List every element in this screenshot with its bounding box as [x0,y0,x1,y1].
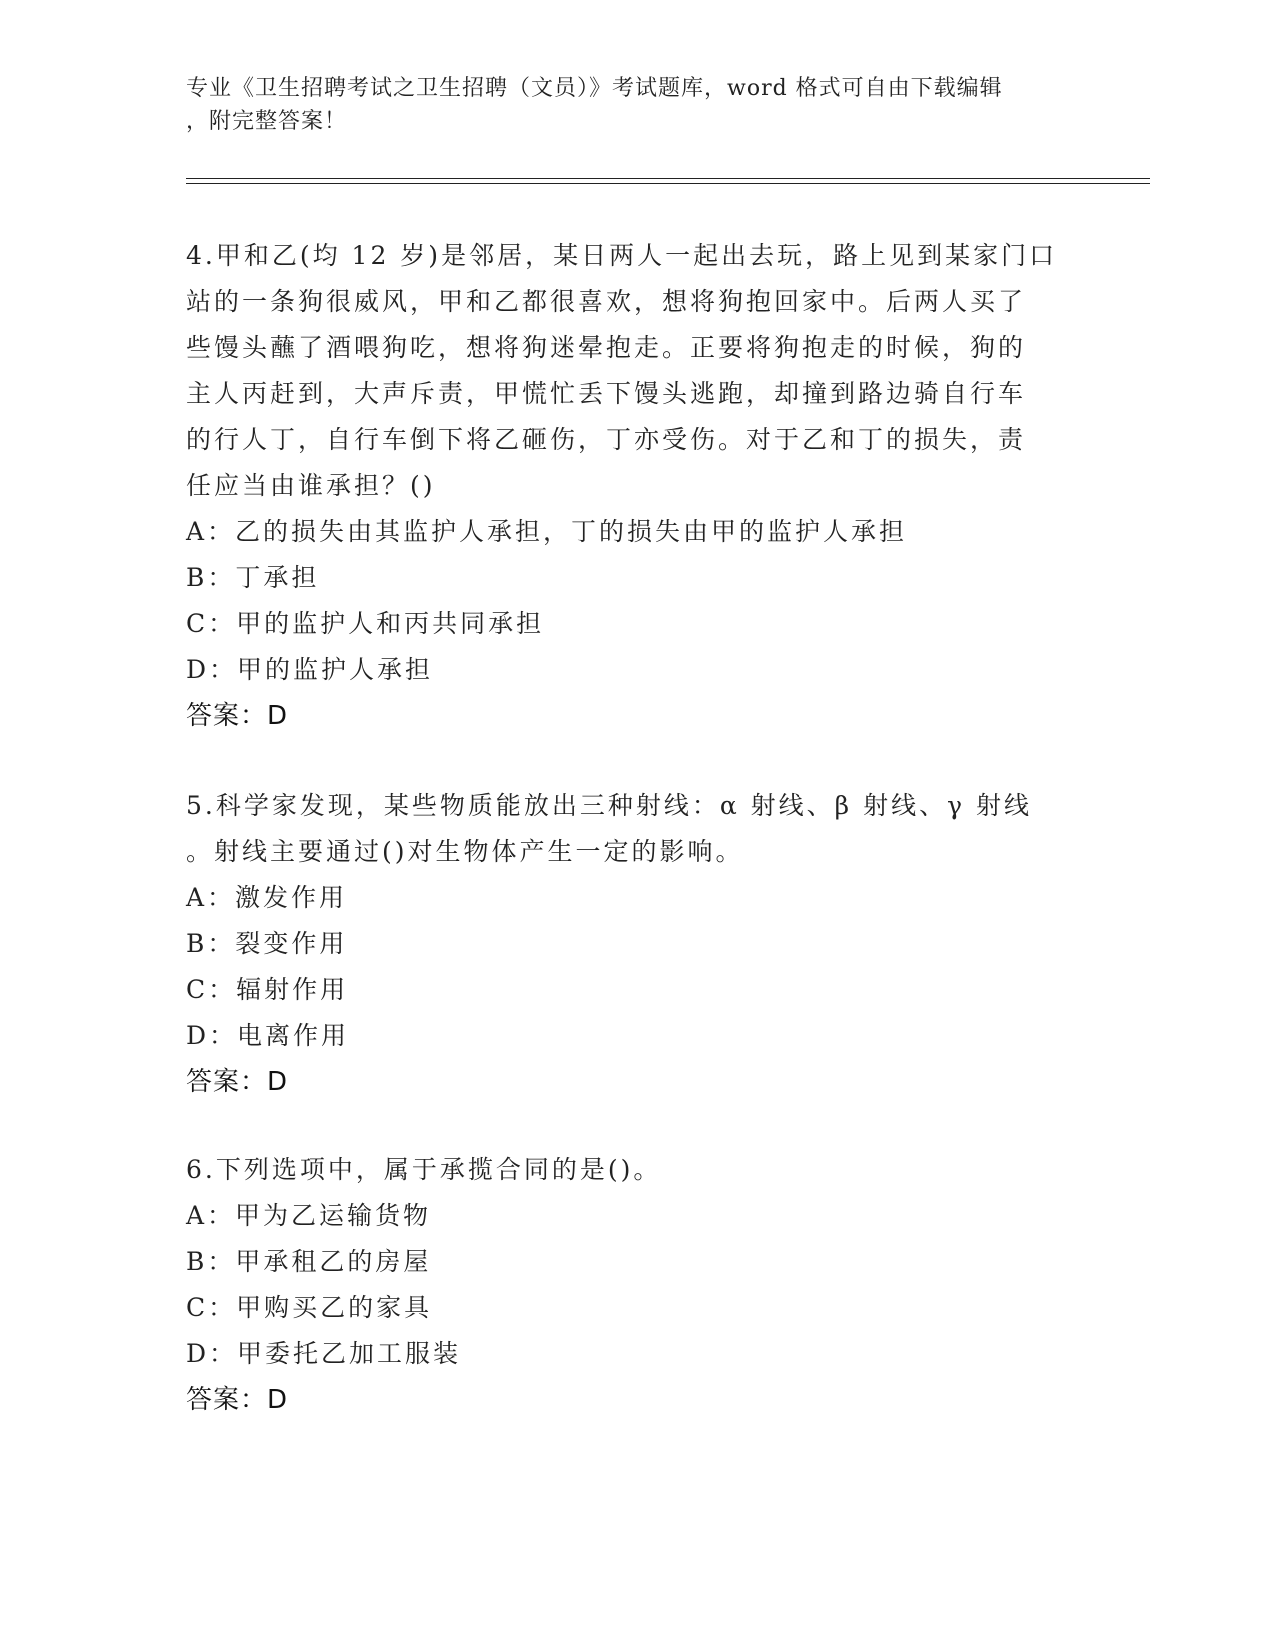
answer-label: 答案：D [186,1385,289,1415]
question-stem-line: 4.甲和乙(均 12 岁)是邻居，某日两人一起出去玩，路上见到某家门口 [186,241,1058,270]
document-header [186,72,1086,138]
option-c: C：甲的监护人和丙共同承担 [186,609,545,638]
option-c: C：辐射作用 [186,975,349,1004]
question-stem-line: 。射线主要通过()对生物体产生一定的影响。 [186,837,744,866]
question-4 [186,233,1086,739]
option-c: C：甲购买乙的家具 [186,1293,433,1322]
option-b: B：甲承租乙的房屋 [186,1247,432,1276]
option-d: D：电离作用 [186,1021,350,1050]
question-stem-line: 6.下列选项中，属于承揽合同的是()。 [186,1155,662,1184]
header-divider-top [186,178,1150,179]
question-stem-line: 站的一条狗很威风，甲和乙都很喜欢，想将狗抱回家中。后两人买了 [186,287,1027,316]
option-b: B：裂变作用 [186,929,348,958]
header-divider-bottom [186,183,1150,184]
question-stem-line: 任应当由谁承担？() [186,471,436,500]
option-d: D：甲的监护人承担 [186,655,434,684]
question-stem-line: 5.科学家发现，某些物质能放出三种射线：α 射线、β 射线、γ 射线 [186,791,1032,820]
option-a: A：甲为乙运输货物 [186,1201,432,1230]
option-b: B：丁承担 [186,563,320,592]
question-stem-line: 主人丙赶到，大声斥责，甲慌忙丢下馒头逃跑，却撞到路边骑自行车 [186,379,1027,408]
option-a: A：乙的损失由其监护人承担，丁的损失由甲的监护人承担 [186,517,908,546]
option-d: D：甲委托乙加工服装 [186,1339,462,1368]
question-stem-line: 些馒头蘸了酒喂狗吃，想将狗迷晕抱走。正要将狗抱走的时候，狗的 [186,333,1027,362]
header-line-2: ，附完整答案！ [186,109,348,134]
question-6 [186,1147,1086,1423]
answer-label: 答案：D [186,1067,289,1097]
answer-label: 答案：D [186,701,289,731]
question-stem-line: 的行人丁，自行车倒下将乙砸伤，丁亦受伤。对于乙和丁的损失，责 [186,425,1027,454]
option-a: A：激发作用 [186,883,348,912]
header-line-1: 专业《卫生招聘考试之卫生招聘（文员）》考试题库，word 格式可自由下载编辑 [186,76,1003,101]
question-5 [186,783,1086,1105]
